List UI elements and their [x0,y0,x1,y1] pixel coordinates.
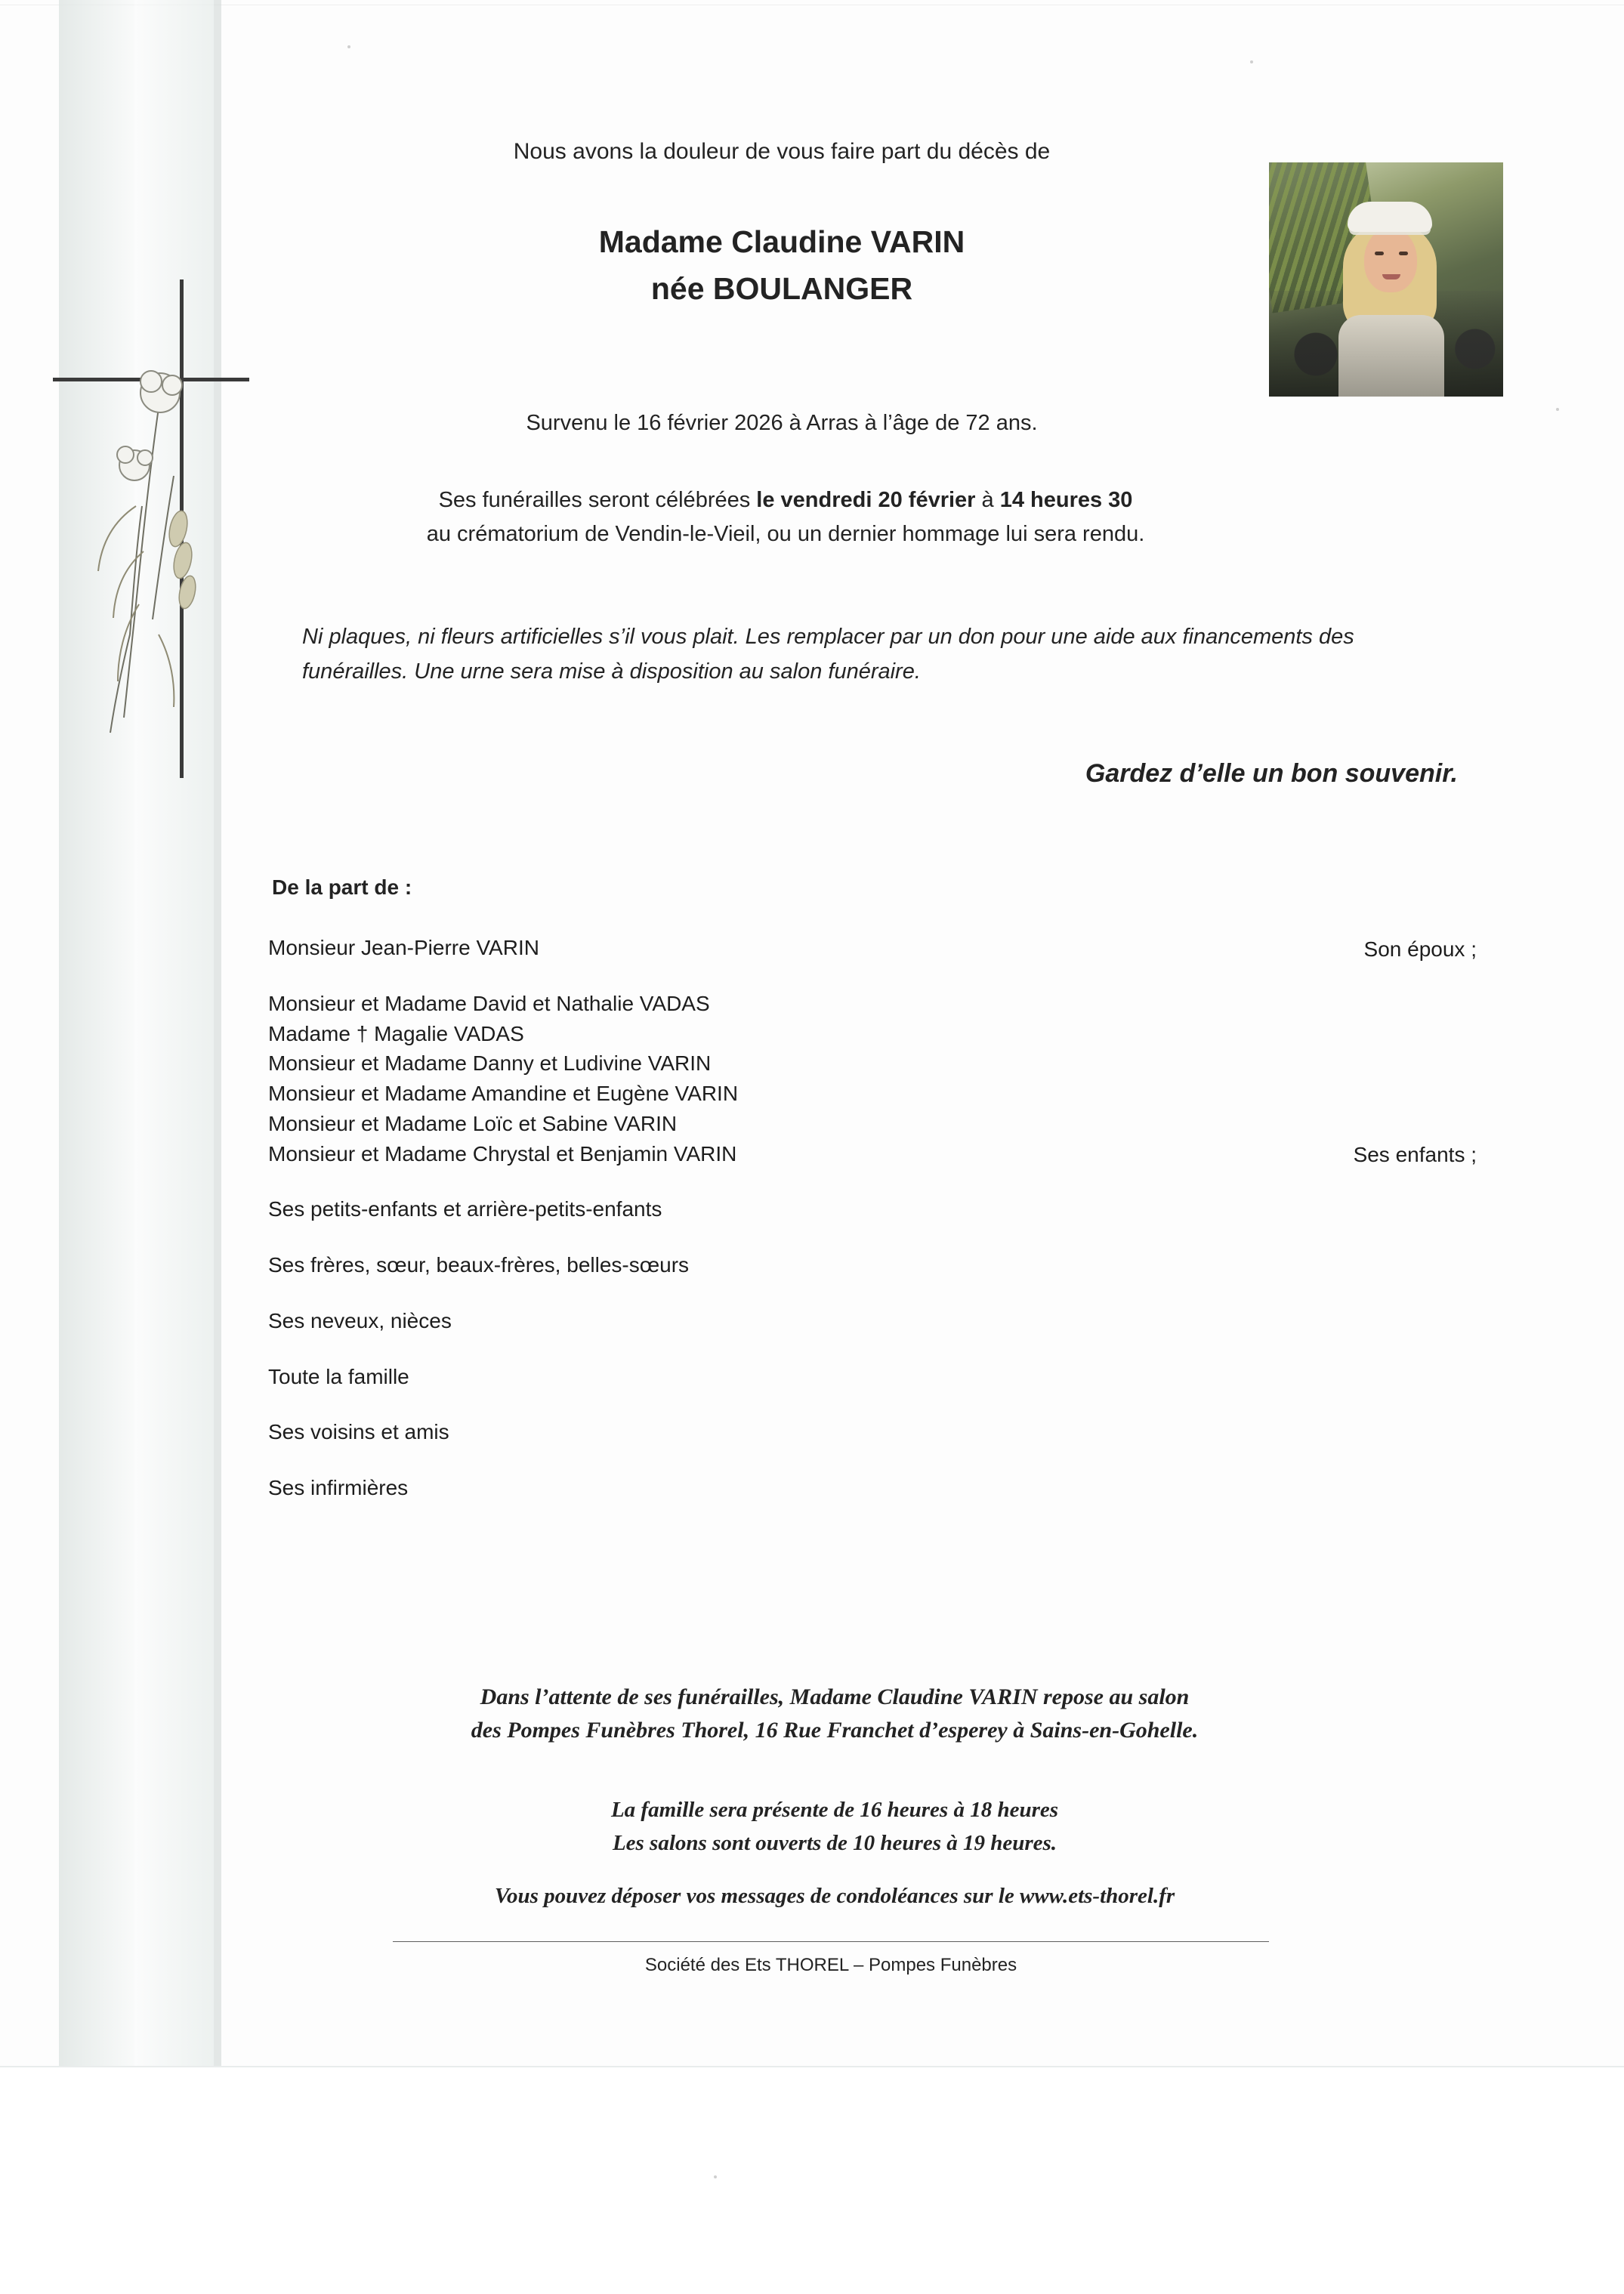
hours-line2: Les salons sont ouverts de 10 heures à 19 heures. [612,1830,1057,1855]
funeral-line2: au crématorium de Vendin-le-Vieil, ou un dernier hommage lui sera rendu. [426,521,1145,546]
funeral-home-footer: Société des Ets THOREL – Pompes Funèbres [644,1955,1017,1975]
death-details: Survenu le 16 février 2026 à Arras à l’âge de 72 ans. [526,411,1038,435]
family-name-line: Monsieur Jean-Pierre VARIN [268,936,539,959]
family-name-line: Ses voisins et amis [268,1420,449,1444]
funeral-line1 [249,483,1322,517]
scan-speck [1556,408,1559,411]
family-names [268,1306,1099,1336]
photo-subject-hat [1348,202,1432,232]
family-group [268,989,1477,1169]
family-names [268,933,1099,963]
scan-bottom-margin [0,2066,1624,2294]
photo-subject [1338,202,1444,397]
family-names [268,1250,1099,1280]
family-name-line: Monsieur et Madame David et Nathalie VADAS [268,991,710,1015]
funeral-middle: à [975,488,1000,512]
family-names [268,1194,1099,1224]
family-group [268,933,1477,963]
family-relation-label: Ses enfants ; [1353,1143,1477,1167]
family-names [268,989,1099,1169]
family-list [268,933,1477,1529]
deceased-name [302,219,1261,312]
funeral-prefix: Ses funérailles seront célébrées [438,488,757,512]
funeral-date: le vendredi 20 février [756,488,976,512]
family-name-line: Ses petits-enfants et arrière-petits-enfants [268,1197,662,1221]
scan-speck [347,45,350,48]
family-names [268,1473,1099,1503]
family-group [268,1194,1477,1224]
visiting-hours [325,1794,1345,1860]
photo-subject-face [1364,227,1417,292]
family-name-line: Ses frères, sœur, beaux-frères, belles-sœurs [268,1253,690,1277]
family-wish: Ni plaques, ni fleurs artificielles s’il vous plait. Les remplacer par un don pour une aide aux financements des funérailles. Une urne sera mise à disposition au salon funéraire. [302,625,1354,684]
flower-spray-icon [45,279,242,793]
repose-line1: Dans l’attente de ses funérailles, Madame Claudine VARIN repose au salon [480,1684,1190,1709]
deceased-name-line2: née BOULANGER [650,270,913,306]
family-name-line: Monsieur et Madame Danny et Ludivine VARIN [268,1051,712,1076]
scan-speck [1250,60,1253,63]
photo-subject-eye-right [1399,252,1408,255]
family-name-line: Monsieur et Madame Chrystal et Benjamin VARIN [268,1141,737,1166]
photo-subject-mouth [1382,274,1400,279]
from-label: De la part de : [272,875,412,899]
scan-speck [714,2175,717,2178]
announcement-line: Nous avons la douleur de vous faire part du décès de [513,139,1051,164]
family-name-line: Monsieur et Madame Loïc et Sabine VARIN [268,1111,678,1135]
family-names [268,1362,1099,1392]
family-name-line: Toute la famille [268,1364,409,1388]
photo-subject-body [1338,315,1444,397]
funeral-time: 14 heures 30 [999,488,1133,512]
family-name-line: Monsieur et Madame Amandine et Eugène VARIN [268,1082,739,1105]
family-name-line: Ses neveux, nièces [268,1308,452,1332]
family-relation-label: Son époux ; [1363,937,1477,961]
hours-line1: La famille sera présente de 16 heures à 18 heures [610,1798,1059,1822]
family-name-line: Madame † Magalie VADAS [268,1021,524,1045]
cross-with-flowers-decoration [45,279,242,793]
condolences-line: Vous pouvez déposer vos messages de condoléances sur le www.ets-thorel.fr [494,1884,1175,1908]
deceased-name-line1: Madame Claudine VARIN [598,224,965,259]
family-name-line: Ses infirmières [268,1476,409,1499]
repose-notice [325,1681,1345,1746]
footer-divider [393,1941,1269,1942]
souvenir-line: Gardez d’elle un bon souvenir. [1085,759,1458,788]
family-group [268,1473,1477,1503]
photo-subject-eye-left [1375,252,1384,255]
portrait-photo [1269,162,1503,397]
family-names [268,1417,1099,1447]
family-group [268,1417,1477,1447]
family-group [268,1362,1477,1392]
funeral-details [249,483,1322,551]
family-group [268,1250,1477,1280]
repose-line2: des Pompes Funèbres Thorel, 16 Rue Franchet d’esperey à Sains-en-Gohelle. [471,1717,1199,1743]
family-group [268,1306,1477,1336]
